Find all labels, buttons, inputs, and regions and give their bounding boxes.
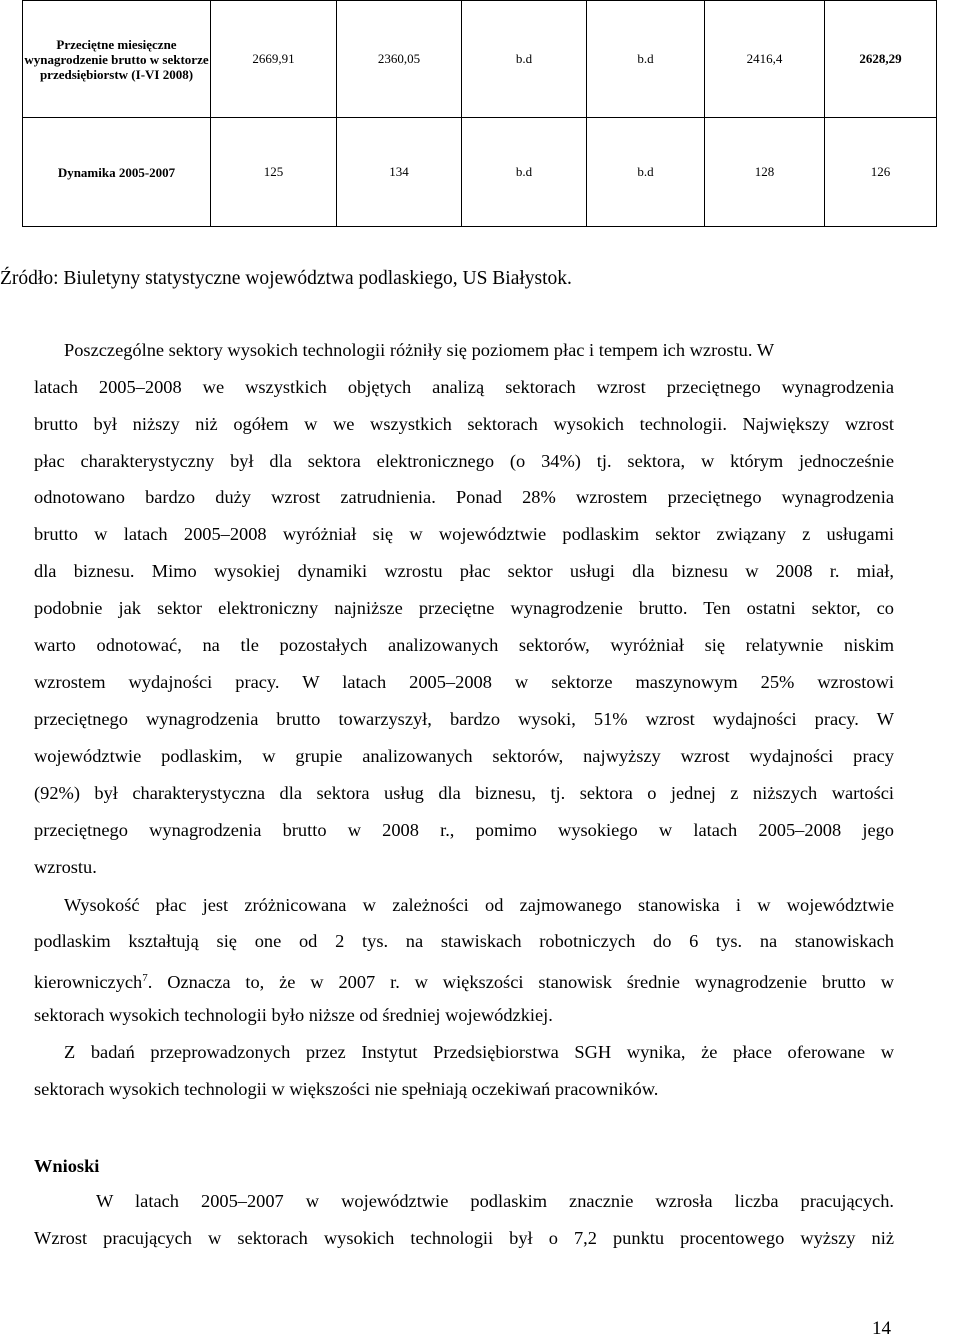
paragraph-line: sektorach wysokich technologii w większości nie spełniają oczekiwań pracowników. xyxy=(34,1079,659,1099)
table-cell: b.d xyxy=(587,118,705,227)
table-row xyxy=(23,118,937,227)
table-cell: 126 xyxy=(825,118,937,227)
row-label: Przeciętne miesięczne wynagrodzenie brutto w sektorze przedsiębiorstw (I-VI 2008) xyxy=(23,1,211,118)
table-cell: b.d xyxy=(462,1,587,118)
paragraph-line: podlaskim kształtują się one od 2 tys. na stawiskach robotniczych do 6 tys. na stanowiskach xyxy=(34,931,894,951)
paragraph-line: Wysokość płac jest zróżnicowana w zależności od zajmowanego stanowiska i w województwie xyxy=(64,895,894,915)
paragraph-line: płac charakterystyczny był dla sektora elektronicznego (o 34%) tj. sektora, w którym jednocześnie xyxy=(34,451,894,471)
paragraph-line: warto odnotować, na tle pozostałych analizowanych sektorów, wyróżniał się relatywnie niskim xyxy=(34,635,894,655)
table-cell: 128 xyxy=(705,118,825,227)
paragraph-line: wzrostu. xyxy=(34,857,97,877)
paragraph-line: wzrostem wydajności pracy. W latach 2005–2008 w sektorze maszynowym 25% wzrostowi xyxy=(34,672,894,692)
page-number: 14 xyxy=(872,1318,891,1339)
source-note: Źródło: Biuletyny statystyczne województwa podlaskiego, US Białystok. xyxy=(0,268,572,289)
paragraph-line: odnotowano bardzo duży wzrost zatrudnienia. Ponad 28% wzrostem przeciętnego wynagrodzenia xyxy=(34,487,894,507)
table-cell: 2669,91 xyxy=(211,1,337,118)
paragraph-line: brutto był niższy niż ogółem w we wszystkich sektorach wysokich technologii. Największy wzrost xyxy=(34,414,894,434)
paragraph-line: W latach 2005–2007 w województwie podlaskim znacznie wzrosła liczba pracujących. xyxy=(96,1191,894,1211)
table-cell: b.d xyxy=(462,118,587,227)
table-cell: 125 xyxy=(211,118,337,227)
footnote-ref: 7 xyxy=(142,972,148,984)
paragraph-line: Wzrost pracujących w sektorach wysokich technologii był o 7,2 punktu procentowego wyższy niż xyxy=(34,1228,894,1248)
row-label: Dynamika 2005-2007 xyxy=(23,118,211,227)
paragraph-line: dla biznesu. Mimo wysokiej dynamiki wzrostu płac sektor usługi dla biznesu w 2008 r. miał, xyxy=(34,561,894,581)
table-cell: b.d xyxy=(587,1,705,118)
paragraph-line: podobnie jak sektor elektroniczny najniższe przeciętne wynagrodzenie brutto. Ten ostatni sektor, co xyxy=(34,598,894,618)
paragraph-line: przeciętnego wynagrodzenia brutto w 2008 r., pomimo wysokiego w latach 2005–2008 jego xyxy=(34,820,894,840)
wage-table xyxy=(22,0,937,227)
table-cell: 2628,29 xyxy=(825,1,937,118)
text-span: . Oznacza to, że w 2007 r. w większości stanowisk średnie wynagrodzenie brutto w xyxy=(147,972,894,993)
paragraph-line: brutto w latach 2005–2008 wyróżniał się w województwie podlaskim sektor związany z usługami xyxy=(34,524,894,544)
table-cell: 2416,4 xyxy=(705,1,825,118)
section-heading: Wnioski xyxy=(34,1156,100,1176)
paragraph-line: Z badań przeprowadzonych przez Instytut Przedsiębiorstwa SGH wynika, że płace oferowane w xyxy=(64,1042,894,1062)
paragraph-line: przeciętnego wynagrodzenia brutto towarzyszył, bardzo wysoki, 51% wzrost wydajności pracy. W xyxy=(34,709,894,729)
table-row xyxy=(23,1,937,118)
paragraph-line: latach 2005–2008 we wszystkich objętych analizą sektorach wzrost przeciętnego wynagrodzenia xyxy=(34,377,894,397)
paragraph-line: Poszczególne sektory wysokich technologii różniły się poziomem płac i tempem ich wzrostu. W xyxy=(64,340,775,360)
paragraph-line: województwie podlaskim, w grupie analizowanych sektorów, najwyższy wzrost wydajności pracy xyxy=(34,746,894,766)
table-cell: 2360,05 xyxy=(337,1,462,118)
text-span: kierowniczych xyxy=(34,972,143,993)
paragraph-line xyxy=(34,967,894,993)
paragraph-line: sektorach wysokich technologii było niższe od średniej wojewódzkiej. xyxy=(34,1005,553,1025)
table-cell: 134 xyxy=(337,118,462,227)
paragraph-line: (92%) był charakterystyczna dla sektora usług dla biznesu, tj. sektora o jednej z niższych wartości xyxy=(34,783,894,803)
